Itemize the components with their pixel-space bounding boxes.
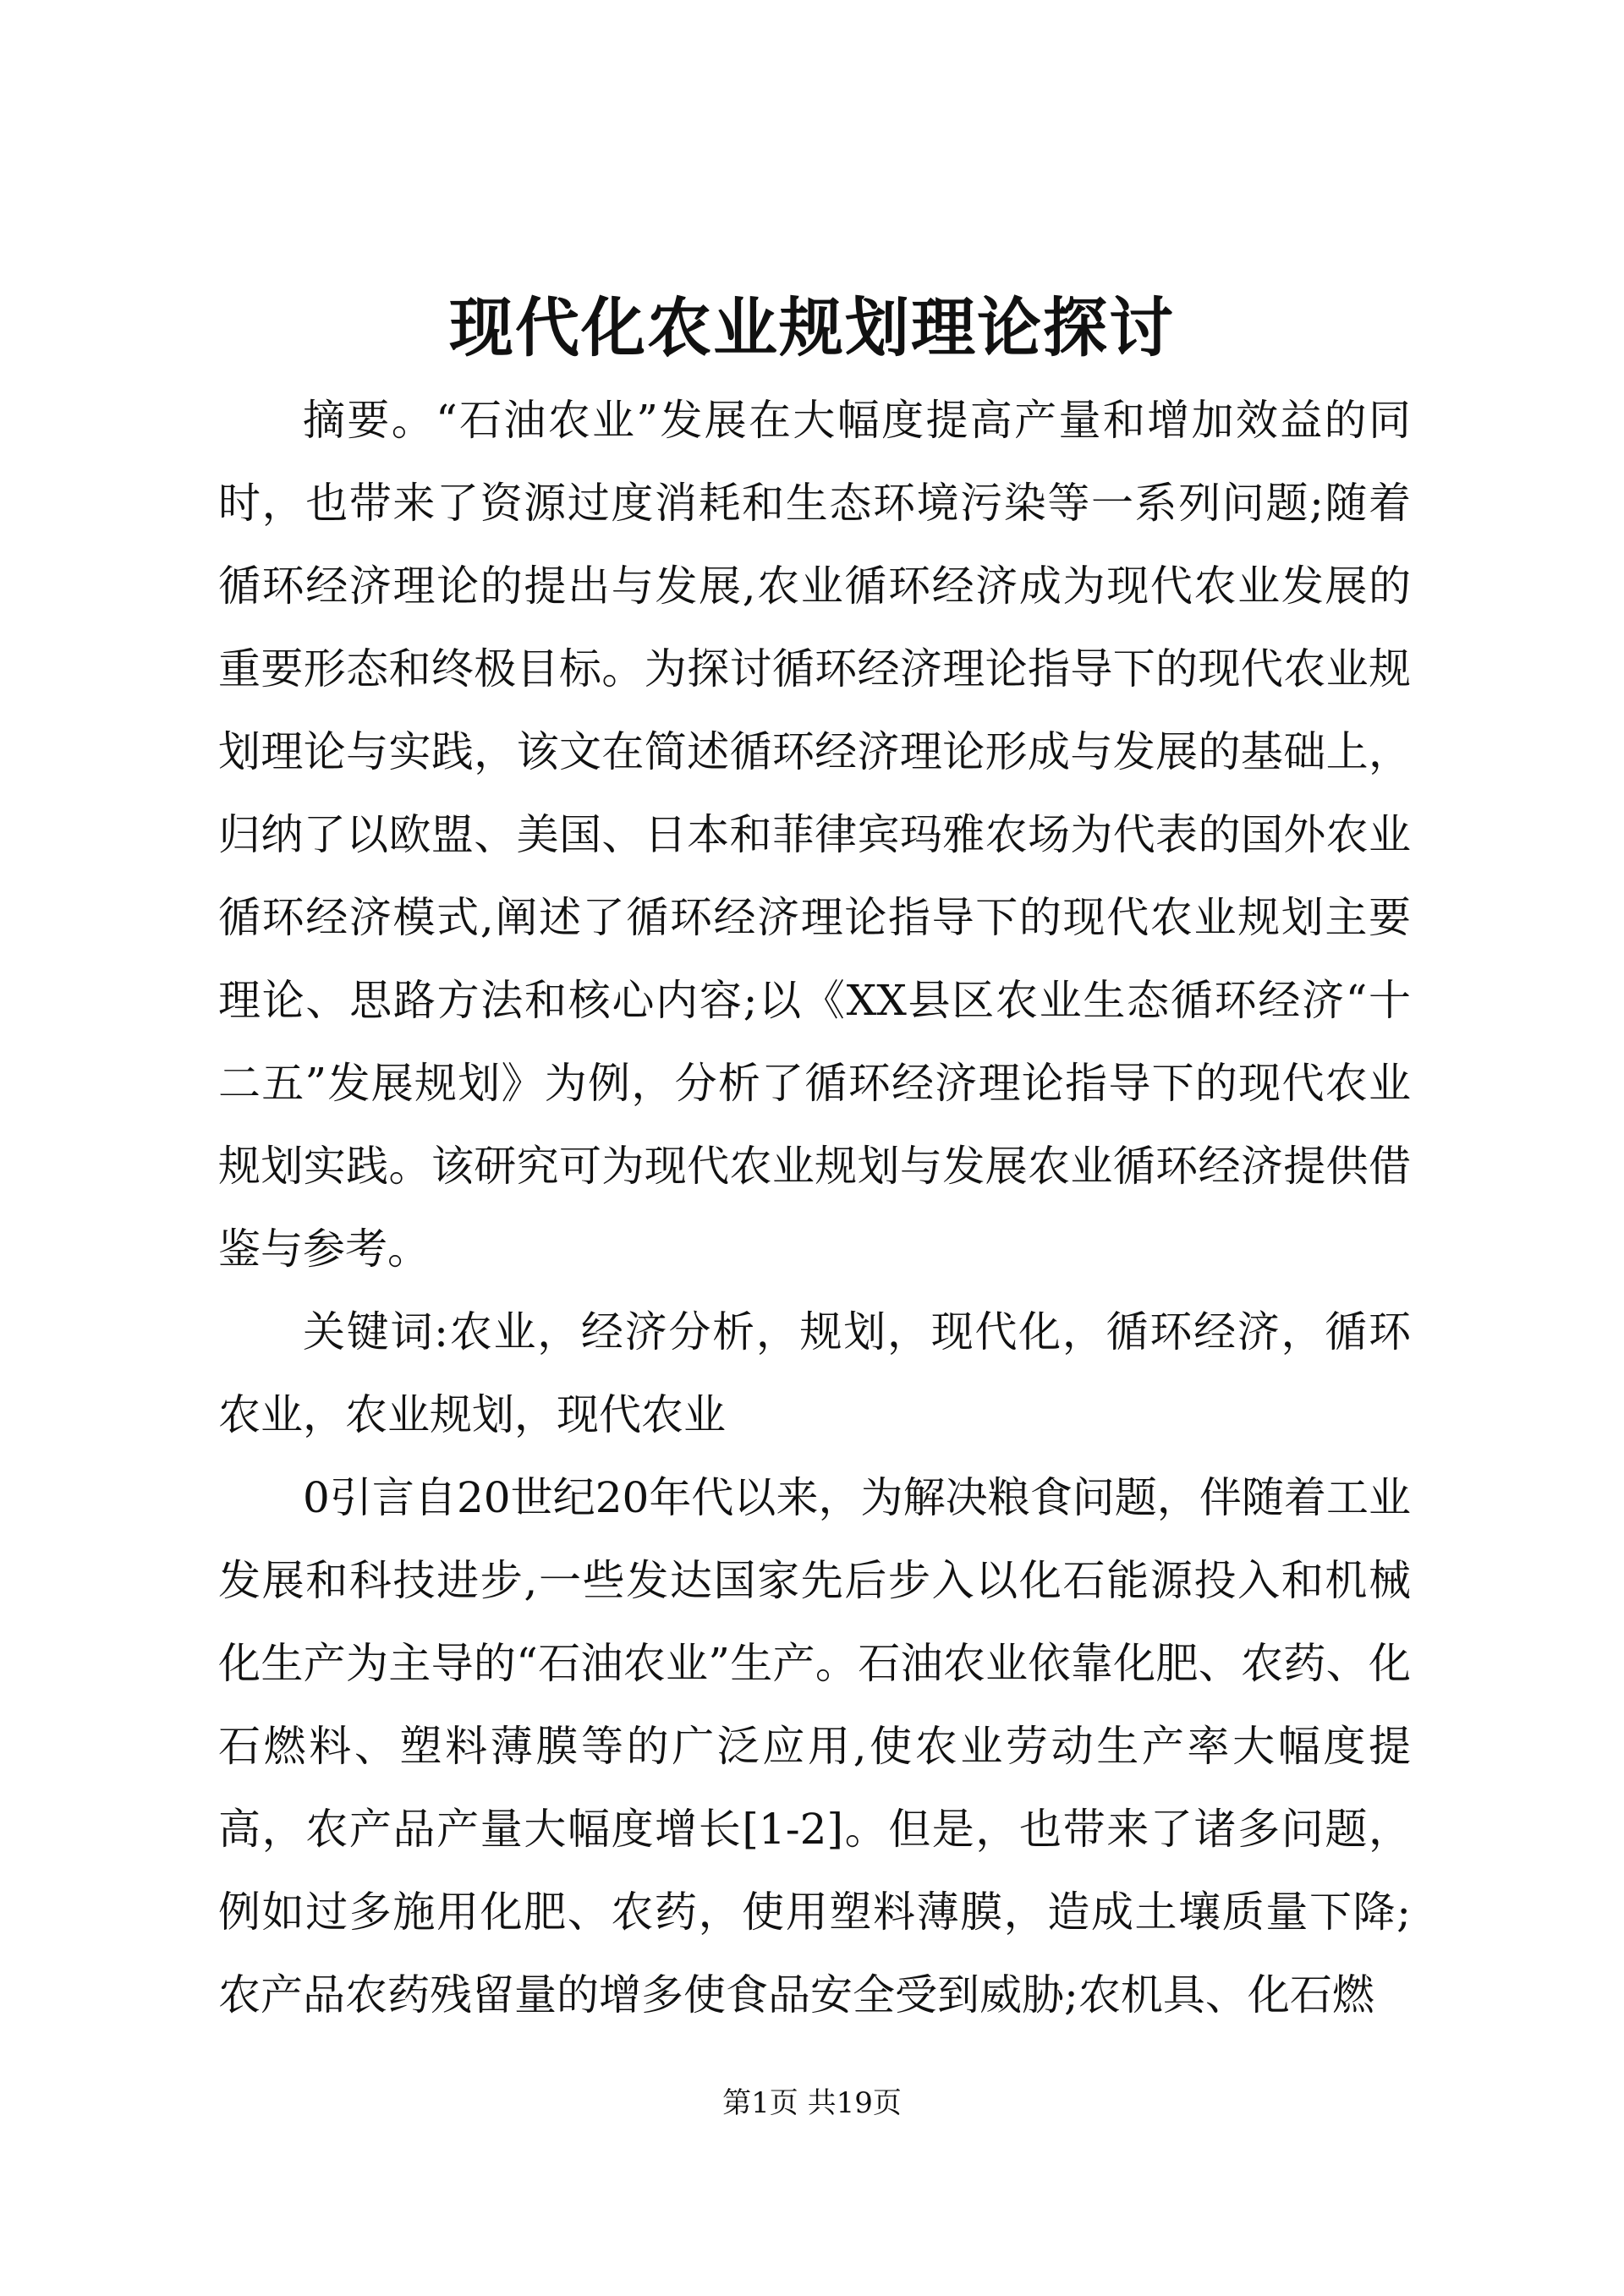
page-number: 第1页 共19页 xyxy=(722,2086,902,2120)
keywords-paragraph: 关键词:农业，经济分析，规划，现代化，循环经济，循环农业，农业规划，现代农业 xyxy=(218,1307,1411,1439)
document-body xyxy=(218,379,1411,2036)
introduction-paragraph: 0引言自20世纪20年代以来，为解决粮食问题，伴随着工业发展和科技进步,一些发达国家先后步入以化石能源投入和机械化生产为主导的“石油农业”生产。石油农业依靠化肥、农药、化石燃料、塑料薄膜等的广泛应用,使农业劳动生产率大幅度提高，农产品产量大幅度增长[1-2]。但是，也带来了诸多问题，例如过多施用化肥、农药，使用塑料薄膜，造成土壤质量下降;农产品农药残留量的增多使食品安全受到威胁;农机具、化石燃 xyxy=(218,1473,1411,2019)
abstract-paragraph: 摘要。“石油农业”发展在大幅度提高产量和增加效益的同时，也带来了资源过度消耗和生态环境污染等一系列问题;随着循环经济理论的提出与发展,农业循环经济成为现代农业发展的重要形态和终极目标。为探讨循环经济理论指导下的现代农业规划理论与实践，该文在简述循环经济理论形成与发展的基础上，归纳了以欧盟、美国、日本和菲律宾玛雅农场为代表的国外农业循环经济模式,阐述了循环经济理论指导下的现代农业规划主要理论、思路方法和核心内容;以《XX县区农业生态循环经济“十二五”发展规划》为例，分析了循环经济理论指导下的现代农业规划实践。该研究可为现代农业规划与发展农业循环经济提供借鉴与参考。 xyxy=(218,396,1411,1274)
document-title: 现代化农业规划理论探讨 xyxy=(449,290,1175,365)
